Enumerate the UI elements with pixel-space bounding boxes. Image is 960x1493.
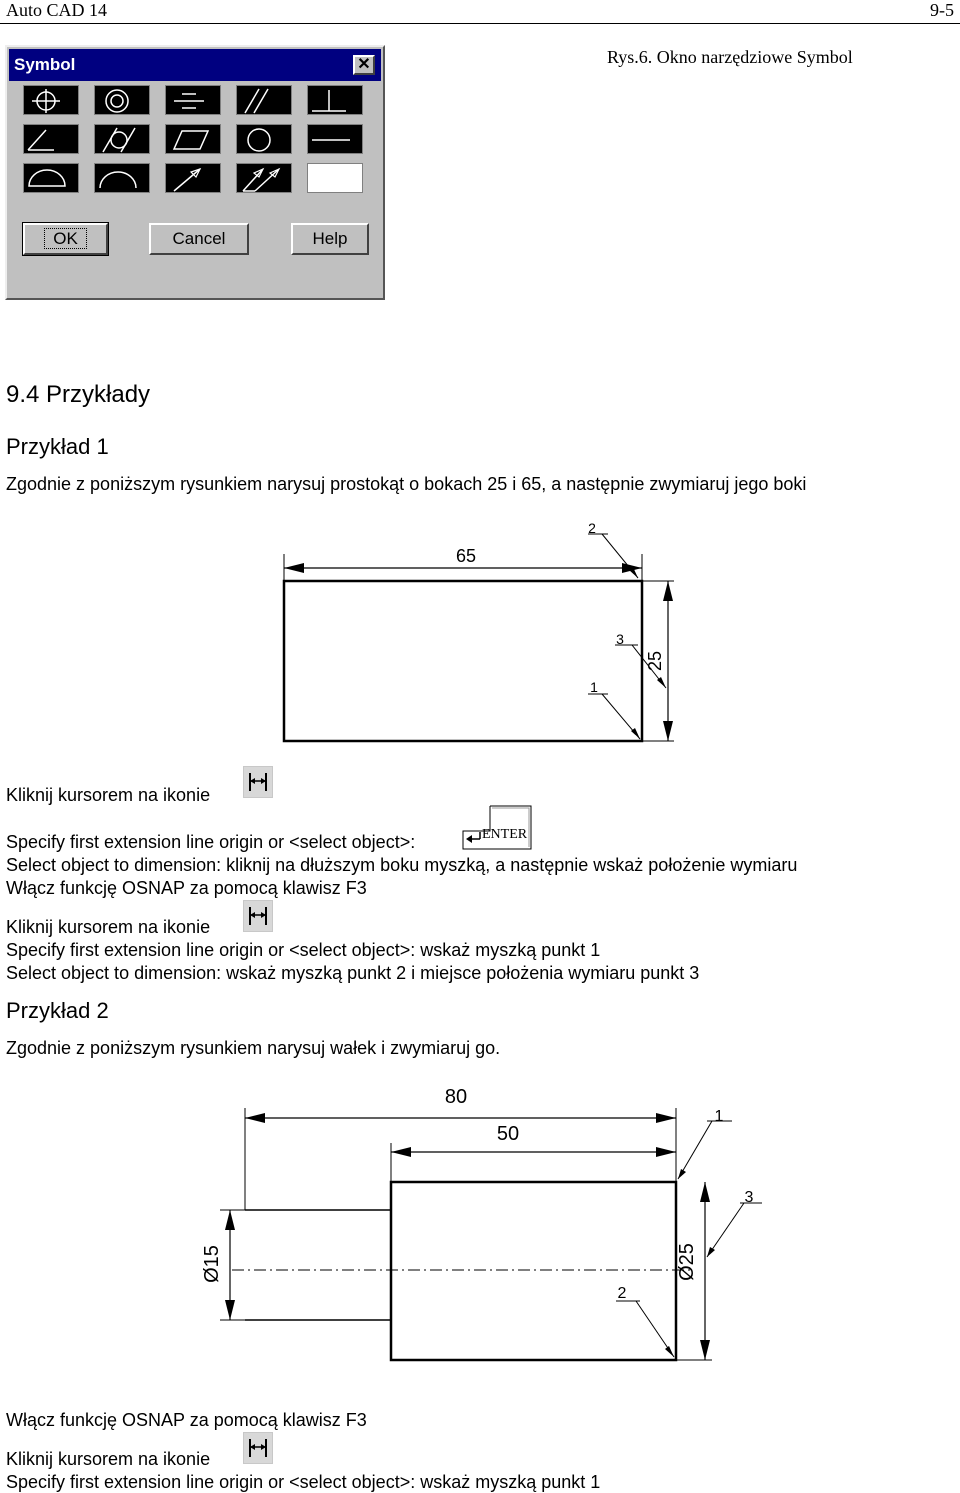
ex2-shaft-drawing: [0, 1075, 960, 1375]
symbol-symmetry-button[interactable]: [165, 85, 221, 115]
help-button[interactable]: Help: [291, 223, 369, 255]
perpendicularity-icon: [308, 86, 364, 116]
symbol-concentricity-button[interactable]: [94, 85, 150, 115]
symbol-straightness-button[interactable]: [307, 124, 363, 154]
linear-dimension-icon: [244, 1433, 272, 1463]
circularity-icon: [237, 125, 293, 155]
label-point-2: 2: [617, 1285, 627, 1302]
ex1-intro: Zgodnie z poniższym rysunkiem narysuj prostokąt o bokach 25 i 65, a następnie zwymiaruj jego boki: [6, 474, 807, 494]
ex1-instruction-3: Select object to dimension: kliknij na dłuższym boku myszką, a następnie wskaż położenie wymiaru: [6, 855, 798, 875]
label-dia25: Ø25: [676, 1243, 698, 1281]
linear-dimension-tool-button[interactable]: [243, 900, 273, 932]
ex1-instruction-5: Kliknij kursorem na ikonie: [6, 917, 211, 937]
symbol-circular-runout-button[interactable]: [165, 163, 221, 193]
label-65: 65: [455, 546, 477, 566]
flatness-icon: [166, 125, 222, 155]
total-runout-icon: [237, 164, 293, 194]
page-header: [0, 0, 960, 24]
linear-dimension-tool-button[interactable]: [243, 1432, 273, 1464]
label-80: 80: [444, 1086, 468, 1108]
linear-dimension-tool-button[interactable]: [243, 766, 273, 798]
arrow-left: [284, 563, 304, 573]
enter-key: [462, 805, 534, 856]
label-50: 50: [496, 1123, 520, 1145]
ex2-title: Przykład 2: [6, 998, 109, 1023]
large-shaft-outline: [391, 1182, 676, 1360]
symbol-total-runout-button[interactable]: [236, 163, 292, 193]
dialog-title: Symbol: [14, 55, 76, 74]
symbol-position-button[interactable]: [23, 85, 79, 115]
ex1-instruction-6: Specify first extension line origin or <select object>: wskaż myszką punkt 1: [6, 940, 601, 960]
dialog-title-bar: [9, 49, 381, 81]
symbol-perpendicularity-button[interactable]: [307, 85, 363, 115]
ex1-rectangle-drawing: [0, 510, 960, 755]
concentricity-icon: [95, 86, 151, 116]
rectangle-outline: [284, 581, 642, 741]
circular-runout-icon: [166, 164, 222, 194]
line-profile-icon: [95, 164, 151, 194]
cancel-button[interactable]: Cancel: [149, 223, 249, 255]
symbol-circularity-button[interactable]: [236, 124, 292, 154]
enter-key-label: ENTER: [482, 827, 528, 842]
label-point-3: 3: [616, 631, 624, 647]
page-number: 9-5: [930, 0, 954, 20]
symbol-none-button[interactable]: [307, 163, 363, 193]
label-25: 25: [645, 650, 665, 672]
linear-dimension-icon: [244, 767, 272, 797]
ex1-instruction-2: Specify first extension line origin or <select object>:: [6, 832, 416, 852]
ex2-instruction-3: Specify first extension line origin or <select object>: wskaż myszką punkt 1: [6, 1472, 601, 1492]
symbol-cylindricity-button[interactable]: [94, 124, 150, 154]
position-icon: [24, 86, 80, 116]
ex1-instruction-1: Kliknij kursorem na ikonie: [6, 785, 211, 805]
linear-dimension-icon: [244, 901, 272, 931]
figure-caption: Rys.6. Okno narzędziowe Symbol: [607, 47, 853, 67]
label-point-2: 2: [588, 520, 596, 536]
ex2-intro: Zgodnie z poniższym rysunkiem narysuj wałek i zwymiaruj go.: [6, 1038, 501, 1058]
symbol-flatness-button[interactable]: [165, 124, 221, 154]
label-point-1: 1: [590, 679, 598, 695]
symbol-parallelism-button[interactable]: [236, 85, 292, 115]
surface-profile-icon: [24, 164, 80, 194]
symbol-surface-profile-button[interactable]: [23, 163, 79, 193]
ex1-instruction-7: Select object to dimension: wskaż myszką punkt 2 i miejsce położenia wymiaru punkt 3: [6, 963, 700, 983]
parallelism-icon: [237, 86, 293, 116]
label-point-3: 3: [744, 1189, 754, 1206]
arrow-up: [663, 581, 673, 601]
ex2-instruction-1: Włącz funkcję OSNAP za pomocą klawisz F3: [6, 1410, 367, 1430]
arrow-down: [663, 721, 673, 741]
ok-button[interactable]: [23, 223, 108, 255]
ex2-instruction-2: Kliknij kursorem na ikonie: [6, 1449, 211, 1469]
header-title: Auto CAD 14: [6, 0, 108, 20]
section-title: 9.4 Przykłady: [6, 381, 151, 408]
symbol-angularity-button[interactable]: [23, 124, 79, 154]
cylindricity-icon: [95, 125, 151, 155]
ok-button-label: OK: [44, 228, 87, 249]
symbol-dialog: [5, 45, 385, 300]
symbol-line-profile-button[interactable]: [94, 163, 150, 193]
ex1-instruction-4: Włącz funkcję OSNAP za pomocą klawisz F3: [6, 878, 367, 898]
label-dia15: Ø15: [201, 1245, 223, 1283]
close-button[interactable]: ✕: [353, 55, 375, 75]
ex1-title: Przykład 1: [6, 434, 109, 459]
straightness-icon: [308, 125, 364, 155]
symmetry-icon: [166, 86, 222, 116]
angularity-icon: [24, 125, 80, 155]
label-point-1: 1: [714, 1108, 724, 1125]
